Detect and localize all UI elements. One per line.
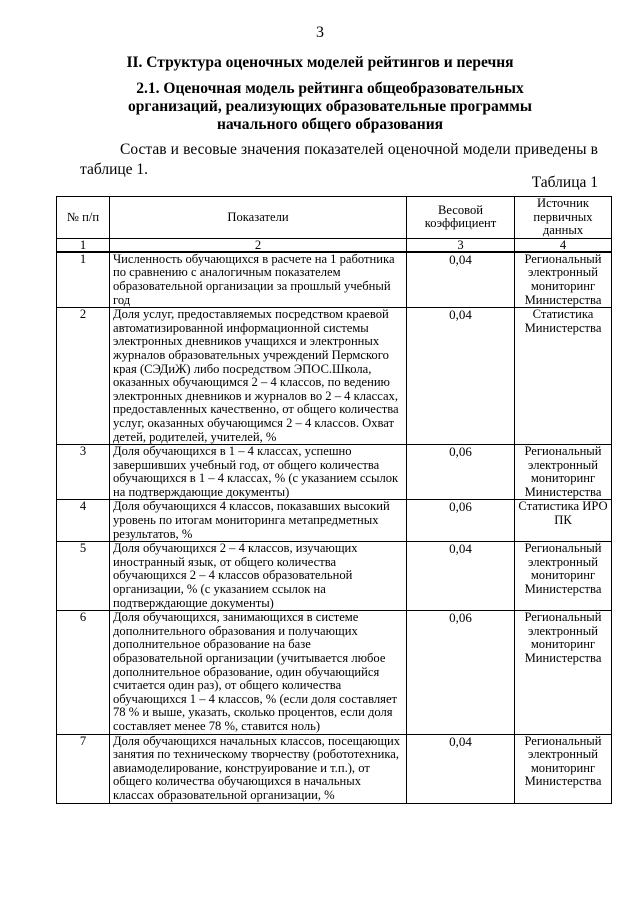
table-row bbox=[57, 734, 612, 803]
table-row bbox=[57, 445, 612, 500]
intro-paragraph: Состав и весовые значения показателей оценочной модели приведены в таблице 1. bbox=[80, 141, 598, 178]
row-indicator: Численность обучающихся в расчете на 1 работника по сравнению с аналогичным показателем образовательной организации за прошлый учебный год bbox=[110, 252, 407, 308]
page-number: 3 bbox=[316, 24, 324, 41]
subsection-title: 2.1. Оценочная модель рейтинга общеобразовательных организаций, реализующих образовательные программы начального общего образования bbox=[128, 80, 532, 133]
table-row bbox=[57, 252, 612, 308]
column-number: 1 bbox=[57, 238, 110, 252]
row-indicator: Доля обучающихся 2 – 4 классов, изучающих иностранный язык, от общего количества обучающихся 2 – 4 классов образовательной организации, % (с указанием ссылок на подтверждающие документы) bbox=[110, 542, 407, 611]
row-indicator: Доля обучающихся 4 классов, показавших высокий уровень по итогам мониторинга метапредметных результатов, % bbox=[110, 500, 407, 542]
table-row bbox=[57, 308, 612, 445]
row-num: 1 bbox=[57, 252, 110, 308]
table-caption: Таблица 1 bbox=[531, 174, 598, 191]
indicators-table bbox=[56, 196, 612, 804]
column-number-row bbox=[57, 238, 612, 252]
row-source: Региональный электронный мониторинг Министерства bbox=[515, 611, 612, 734]
row-source: Региональный электронный мониторинг Министерства bbox=[515, 252, 612, 308]
column-number: 2 bbox=[110, 238, 407, 252]
row-weight: 0,06 bbox=[407, 500, 515, 542]
row-num: 2 bbox=[57, 308, 110, 445]
table-row bbox=[57, 500, 612, 542]
row-weight: 0,04 bbox=[407, 734, 515, 803]
row-source: Статистика Министерства bbox=[515, 308, 612, 445]
table-row bbox=[57, 611, 612, 734]
row-indicator: Доля услуг, предоставляемых посредством краевой автоматизированной информационной системы электронных дневников учащихся и электронных журналов образовательных учреждений Пермского края (СЭДиЖ) либо посредством ЭПОС.Школа, оказанных обучающимся 2 – 4 классов, по ведению электронных дневников и журналов во 2 – 4 классах, предоставленных качественно, от общего количества услуг, оказанных обучающимся 2 – 4 классов. Охват детей, родителей, учителей, % bbox=[110, 308, 407, 445]
header-num: № п/п bbox=[57, 197, 110, 239]
row-num: 4 bbox=[57, 500, 110, 542]
row-indicator: Доля обучающихся в 1 – 4 классах, успешно завершивших учебный год, от общего количества обучающихся в 1 – 4 классах, % (с указанием ссылок на подтверждающие документы) bbox=[110, 445, 407, 500]
row-source: Региональный электронный мониторинг Министерства bbox=[515, 734, 612, 803]
row-weight: 0,06 bbox=[407, 445, 515, 500]
row-source: Статистика ИРО ПК bbox=[515, 500, 612, 542]
row-source: Региональный электронный мониторинг Министерства bbox=[515, 445, 612, 500]
row-weight: 0,06 bbox=[407, 611, 515, 734]
row-num: 3 bbox=[57, 445, 110, 500]
column-number: 3 bbox=[407, 238, 515, 252]
row-weight: 0,04 bbox=[407, 308, 515, 445]
row-num: 7 bbox=[57, 734, 110, 803]
header-weight: Весовой коэффициент bbox=[407, 197, 515, 239]
header-indicator: Показатели bbox=[110, 197, 407, 239]
row-source: Региональный электронный мониторинг Министерства bbox=[515, 542, 612, 611]
row-indicator: Доля обучающихся начальных классов, посещающих занятия по техническому творчеству (робототехника, авиамоделирование, конструирование и т.п.), от общего количества обучающихся в начальных классах образовательной организации, % bbox=[110, 734, 407, 803]
row-weight: 0,04 bbox=[407, 542, 515, 611]
row-weight: 0,04 bbox=[407, 252, 515, 308]
column-number: 4 bbox=[515, 238, 612, 252]
header-source: Источник первичных данных bbox=[515, 197, 612, 239]
table-header-row bbox=[57, 197, 612, 239]
row-indicator: Доля обучающихся, занимающихся в системе дополнительного образования и получающих дополнительное образование на базе образовательной организации (учитывается любое дополнительное образование, один обучающийся считается один раз), от общего количества обучающихся 1 – 4 классов, % (если доля составляет 78 % и выше, указать, сколько процентов, если доля составляет менее 78 %, ставится ноль) bbox=[110, 611, 407, 734]
section-title: II. Структура оценочных моделей рейтингов и перечня bbox=[126, 54, 514, 71]
row-num: 5 bbox=[57, 542, 110, 611]
row-num: 6 bbox=[57, 611, 110, 734]
table-row bbox=[57, 542, 612, 611]
